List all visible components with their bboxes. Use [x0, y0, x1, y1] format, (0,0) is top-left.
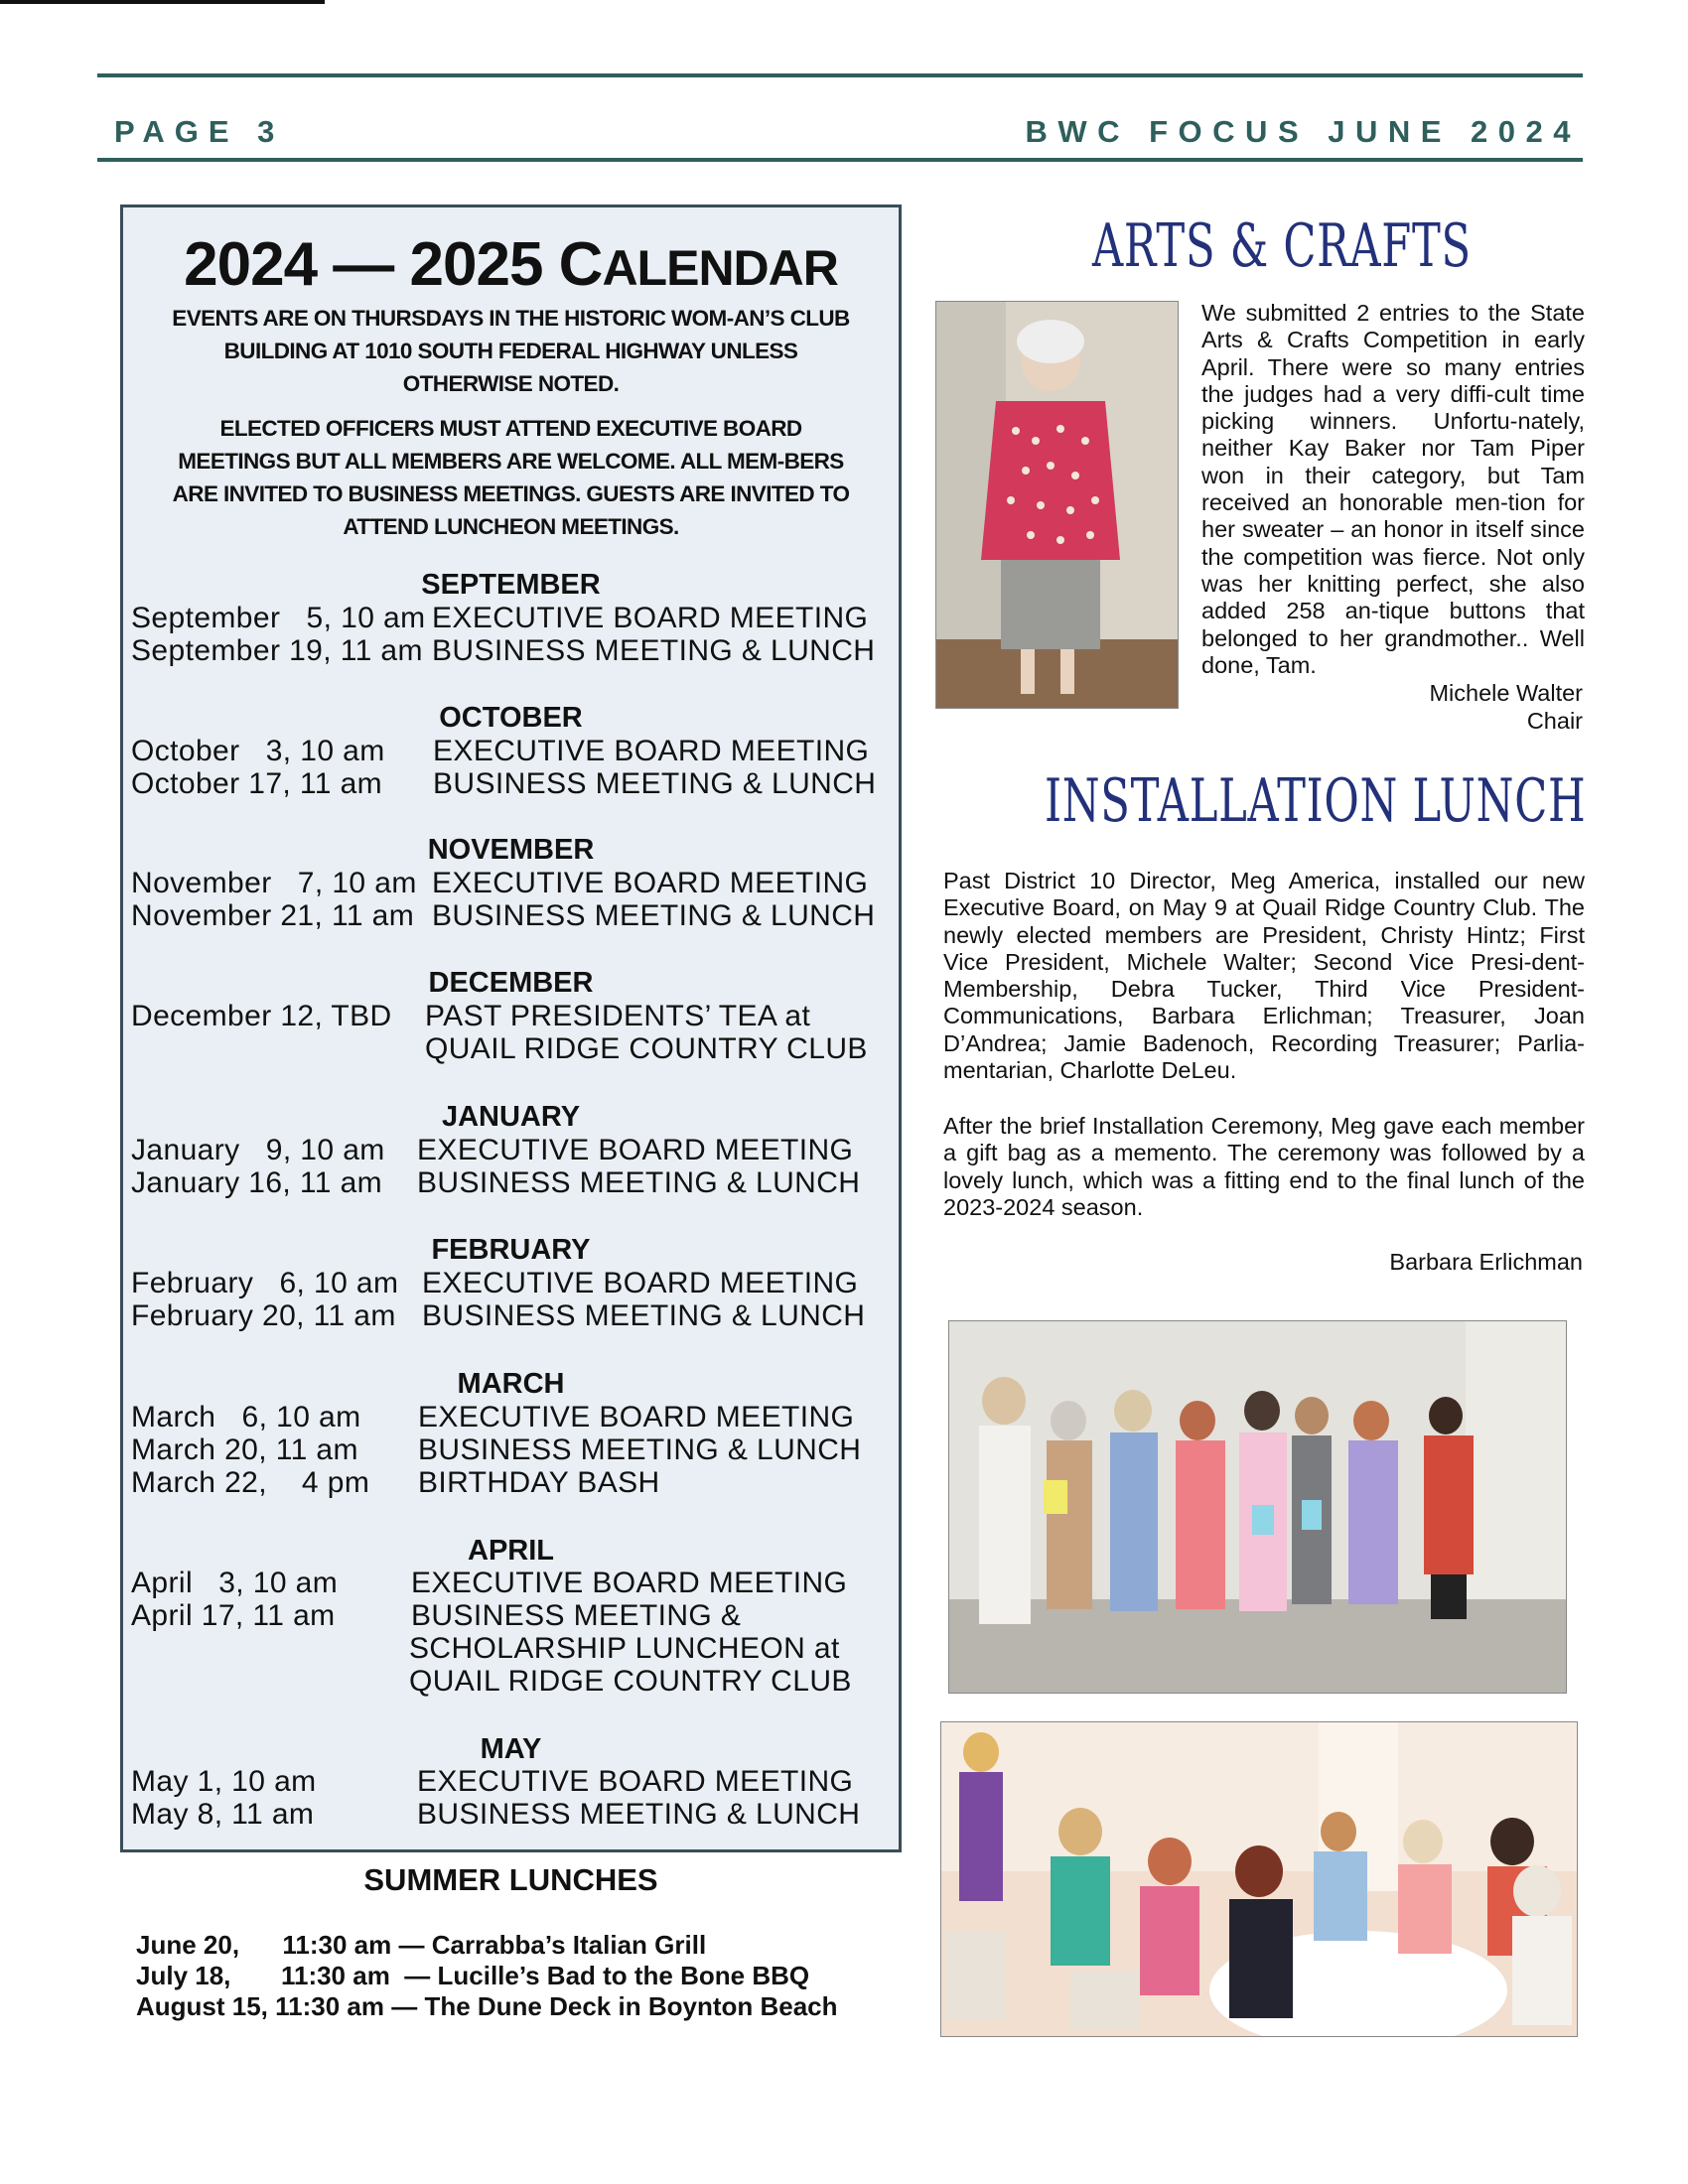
arts-crafts-body: We submitted 2 entries to the State Arts & Crafts Competition in early April. There were so many entries the judges had a very diffi-cult time picking winners. Unfortu-nately, neither Kay Baker nor Tam Piper won in their category, but Tam received an honorable men-tion for her sweater – an honor in itself since the competition was fierce. Not only was her knitting perfect, she also added 258 an-tique buttons that belonged to her grandmother.. Well done, Tam. [1201, 300, 1585, 678]
header-rule-bottom [97, 158, 1583, 162]
month-heading: FEBRUARY [431, 1234, 591, 1266]
event-date: November 7, 10 am [131, 867, 417, 899]
header-rule-top [97, 73, 1583, 77]
event-date: October 17, 11 am [131, 767, 383, 800]
event-date: May 1, 10 am [131, 1765, 317, 1798]
event-date: September 19, 11 am [131, 634, 423, 667]
event-name: SCHOLARSHIP LUNCHEON at [409, 1632, 840, 1665]
calendar-intro-attendance: ELECTED OFFICERS MUST ATTEND EXECUTIVE BOARD MEETINGS BUT ALL MEMBERS ARE WELCOME. ALL MEM-BERS ARE INVITED TO BUSINESS MEETINGS. GUESTS ARE INVITED TO ATTEND LUNCHEON MEETINGS. [172, 416, 850, 539]
event-date: March 6, 10 am [131, 1401, 361, 1433]
event-name: EXECUTIVE BOARD MEETING [417, 1765, 854, 1798]
calendar-title: 2024 — 2025 CALENDAR [184, 230, 838, 299]
event-name: BUSINESS MEETING & [411, 1599, 742, 1632]
calendar-box [120, 205, 902, 1852]
calendar-intro-location: EVENTS ARE ON THURSDAYS IN THE HISTORIC WOM-AN’S CLUB BUILDING AT 1010 SOUTH FEDERAL HIGHWAY UNLESS OTHERWISE NOTED. [172, 306, 850, 396]
event-date: December 12, TBD [131, 1000, 392, 1032]
month-heading: DECEMBER [428, 967, 594, 999]
event-date: May 8, 11 am [131, 1798, 315, 1831]
month-heading: MARCH [457, 1368, 565, 1400]
event-date: November 21, 11 am [131, 899, 415, 932]
sweater-photo [935, 301, 1179, 709]
event-date: February 6, 10 am [131, 1267, 399, 1299]
event-name: BUSINESS MEETING & LUNCH [432, 899, 876, 932]
corner-mark [0, 0, 325, 4]
event-name: EXECUTIVE BOARD MEETING [432, 602, 869, 634]
event-name: EXECUTIVE BOARD MEETING [417, 1134, 854, 1166]
summer-lunches-title: SUMMER LUNCHES [363, 1862, 658, 1897]
event-date: April 17, 11 am [131, 1599, 336, 1632]
event-date: January 9, 10 am [131, 1134, 385, 1166]
event-name: QUAIL RIDGE COUNTRY CLUB [425, 1032, 868, 1065]
event-name: EXECUTIVE BOARD MEETING [411, 1567, 848, 1599]
arts-signature-role: Chair [1526, 708, 1583, 734]
luncheon-photo [940, 1721, 1578, 2037]
installation-lunch-title: INSTALLATION LUNCH [1045, 766, 1587, 836]
month-heading: APRIL [468, 1535, 554, 1567]
group-photo [948, 1320, 1567, 1694]
summer-lunch-item: August 15, 11:30 am — The Dune Deck in Boynton Beach [136, 1991, 838, 2021]
event-date: February 20, 11 am [131, 1299, 396, 1332]
event-date: March 20, 11 am [131, 1433, 358, 1466]
event-date: September 5, 10 am [131, 602, 426, 634]
event-name: BUSINESS MEETING & LUNCH [432, 634, 876, 667]
event-date: March 22, 4 pm [131, 1466, 370, 1499]
month-heading: NOVEMBER [427, 834, 595, 866]
event-name: BUSINESS MEETING & LUNCH [422, 1299, 866, 1332]
month-heading: SEPTEMBER [421, 569, 601, 601]
event-name: EXECUTIVE BOARD MEETING [433, 735, 870, 767]
event-date: October 3, 10 am [131, 735, 385, 767]
installation-body: Past District 10 Director, Meg America, installed our new Executive Board, on May 9 at Quail Ridge Country Club. The newly elected members are President, Christy Hintz; First Vice President, Michele Walter; Second Vice Presi-dent-Membership, Debra Tucker, Third Vice President-Communications, Barbara Erlichman; Treasurer, Joan D’Andrea; Jamie Badenoch, Recording Treasurer; Parlia-mentarian, Charlotte DeLeu. [943, 868, 1585, 1084]
event-date: April 3, 10 am [131, 1567, 339, 1599]
event-name: BUSINESS MEETING & LUNCH [418, 1433, 862, 1466]
installation-body-2: After the brief Installation Ceremony, Meg gave each member a gift bag as a memento. The ceremony was followed by a lovely lunch, which was a fitting end to the final lunch of the 2023-2024 season. [943, 1113, 1585, 1220]
month-heading: JANUARY [441, 1101, 581, 1133]
event-name: EXECUTIVE BOARD MEETING [422, 1267, 859, 1299]
summer-lunch-item: June 20, 11:30 am — Carrabba’s Italian Grill [136, 1930, 707, 1960]
issue-title: BWC FOCUS JUNE 2024 [1025, 114, 1581, 149]
month-heading: MAY [480, 1733, 542, 1765]
event-name: QUAIL RIDGE COUNTRY CLUB [409, 1665, 852, 1698]
event-name: BUSINESS MEETING & LUNCH [417, 1798, 861, 1831]
event-name: BUSINESS MEETING & LUNCH [417, 1166, 861, 1199]
event-name: EXECUTIVE BOARD MEETING [418, 1401, 855, 1433]
arts-crafts-title: ARTS & CRAFTS [1092, 211, 1472, 281]
installation-signature: Barbara Erlichman [1389, 1249, 1583, 1275]
event-name: EXECUTIVE BOARD MEETING [432, 867, 869, 899]
arts-signature-name: Michele Walter [1429, 680, 1583, 706]
page-number: PAGE 3 [114, 114, 285, 149]
summer-lunch-item: July 18, 11:30 am — Lucille’s Bad to the Bone BBQ [136, 1961, 810, 1990]
event-date: January 16, 11 am [131, 1166, 383, 1199]
month-heading: OCTOBER [439, 702, 583, 734]
event-name: BUSINESS MEETING & LUNCH [433, 767, 877, 800]
event-name: PAST PRESIDENTS’ TEA at [425, 1000, 811, 1032]
event-name: BIRTHDAY BASH [418, 1466, 660, 1499]
